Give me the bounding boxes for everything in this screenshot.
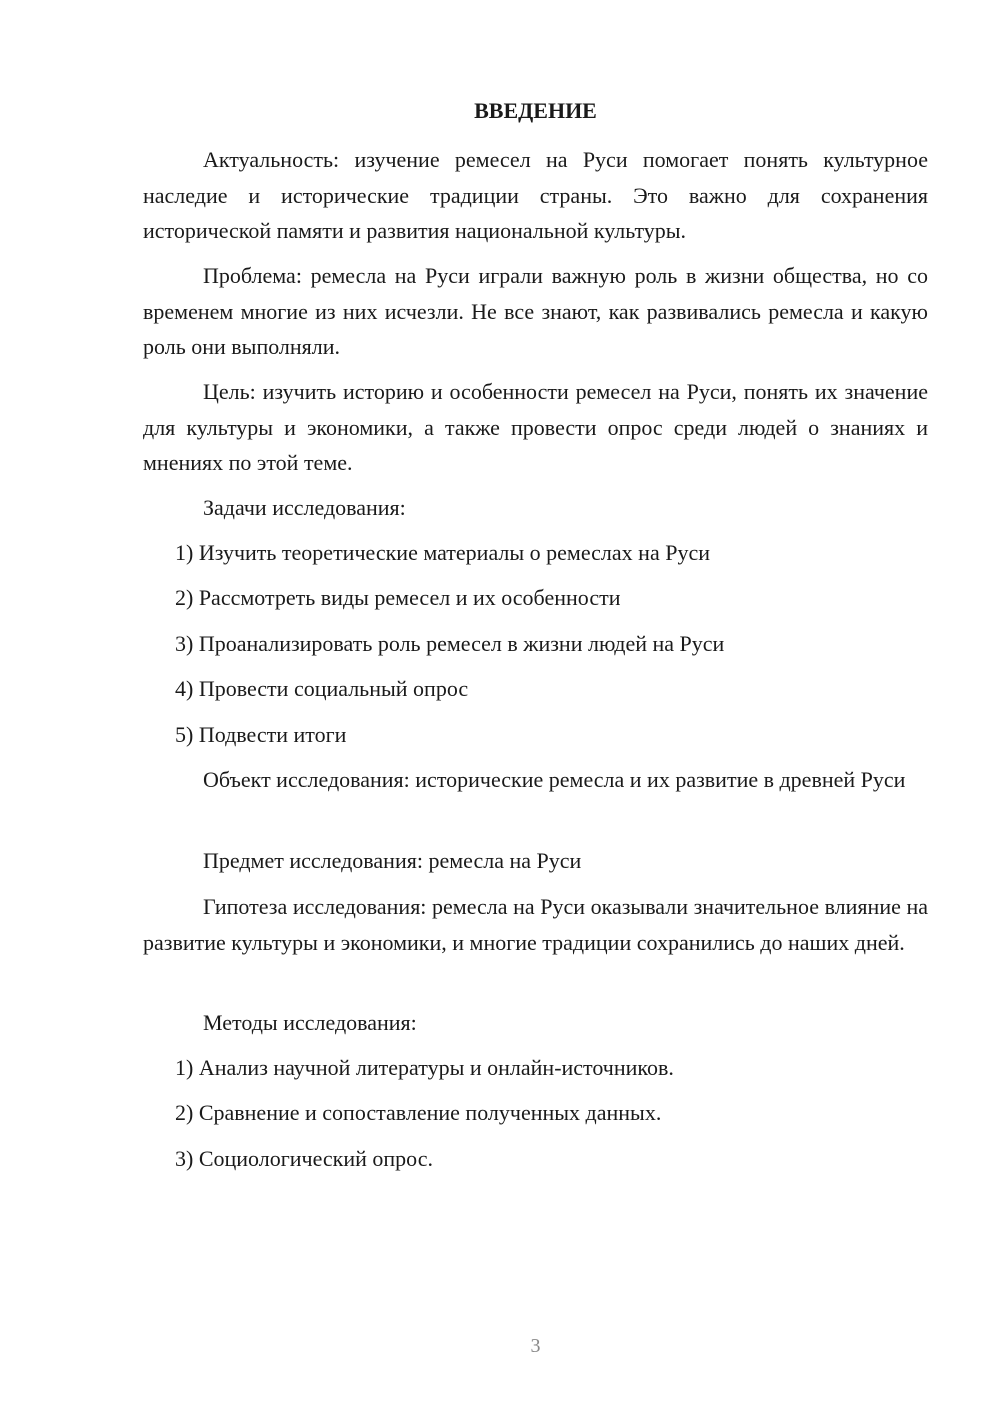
object-paragraph: Объект исследования: исторические ремесла и их развитие в древней Руси: [203, 767, 906, 792]
task-item-5: 5) Подвести итоги: [175, 722, 347, 747]
relevance-paragraph: Актуальность: изучение ремесел на Руси помогает понять культурное наследие и исторические традиции страны. Это важно для сохранения исторической памяти и развития национальной культуры.: [143, 147, 928, 243]
subject-paragraph: Предмет исследования: ремесла на Руси: [203, 848, 582, 873]
goal-paragraph: Цель: изучить историю и особенности ремесел на Руси, понять их значение для культуры и экономики, а также провести опрос среди людей о знаниях и мнениях по этой теме.: [143, 379, 928, 475]
task-item-2: 2) Рассмотреть виды ремесел и их особенности: [175, 585, 621, 610]
methods-heading: Методы исследования:: [203, 1010, 417, 1035]
tasks-heading: Задачи исследования:: [203, 495, 406, 520]
page-number: 3: [530, 1335, 541, 1357]
method-item-1: 1) Анализ научной литературы и онлайн-источников.: [175, 1055, 674, 1080]
problem-paragraph: Проблема: ремесла на Руси играли важную роль в жизни общества, но со временем многие из них исчезли. Не все знают, как развивались ремесла и какую роль они выполняли.: [143, 263, 928, 359]
task-item-4: 4) Провести социальный опрос: [175, 676, 469, 701]
document-page: [143, 0, 928, 1414]
hypothesis-paragraph: Гипотеза исследования: ремесла на Руси оказывали значительное влияние на развитие культуры и экономики, и многие традиции сохранились до наших дней.: [143, 894, 928, 955]
page-title: ВВЕДЕНИЕ: [474, 98, 597, 123]
method-item-2: 2) Сравнение и сопоставление полученных данных.: [175, 1100, 662, 1125]
method-item-3: 3) Социологический опрос.: [175, 1146, 433, 1171]
task-item-1: 1) Изучить теоретические материалы о ремеслах на Руси: [175, 540, 710, 565]
task-item-3: 3) Проанализировать роль ремесел в жизни людей на Руси: [175, 631, 725, 656]
